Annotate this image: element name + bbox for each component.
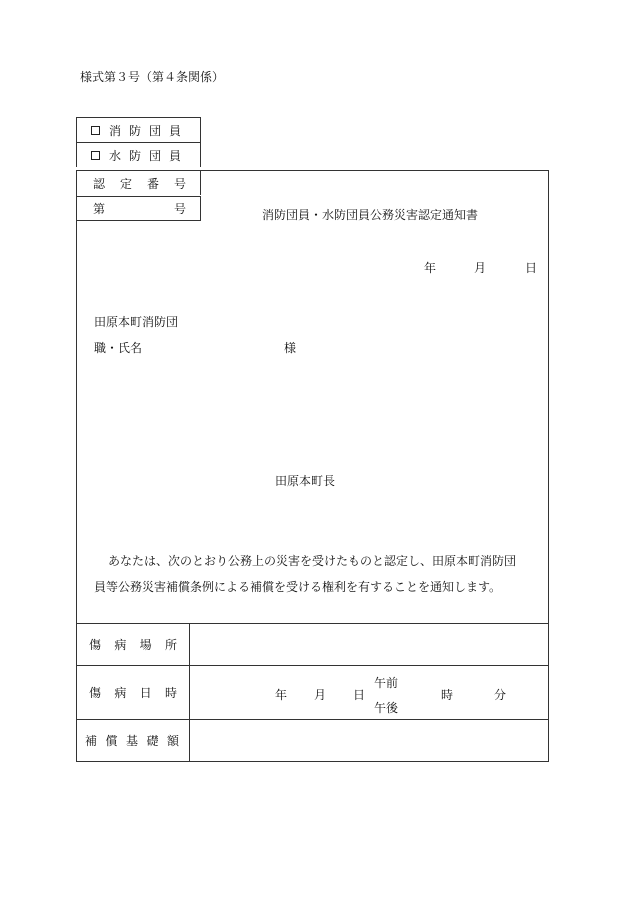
date-day: 日: [525, 261, 538, 275]
label-char: 定: [119, 176, 132, 191]
checkbox-label: 水防団員: [109, 148, 190, 163]
label-char: 号: [173, 176, 186, 191]
checkbox-icon[interactable]: [91, 151, 100, 160]
datetime-day: 日: [353, 688, 366, 702]
injury-location-label: [77, 624, 190, 665]
table-row: [77, 666, 548, 720]
datetime-minute: 分: [494, 688, 507, 702]
sender-name: 田原本町長: [275, 474, 336, 488]
label-char: 病: [114, 686, 127, 700]
label-char: 償: [105, 734, 118, 748]
label-char: 補: [85, 734, 98, 748]
table-row: [77, 720, 548, 761]
label-char: 認: [93, 176, 106, 191]
label-char: 額: [166, 734, 179, 748]
recipient-name-label: 職・氏名: [94, 341, 143, 355]
checkbox-row-shobo[interactable]: [76, 117, 201, 142]
document-title: 消防団員・水防団員公務災害認定通知書: [262, 208, 479, 222]
label-char: 場: [139, 638, 152, 652]
label-char: 基: [125, 734, 138, 748]
label-char: 礎: [146, 734, 159, 748]
body-text-line-1: あなたは、次のとおり公務上の災害を受けたものと認定し、田原本町消防団: [108, 554, 517, 568]
label-char: 番: [146, 176, 159, 191]
label-char: 所: [164, 638, 177, 652]
label-char: 時: [164, 686, 177, 700]
label-char: 傷: [89, 638, 102, 652]
datetime-am: 午前: [374, 676, 399, 690]
datetime-year: 年: [275, 688, 288, 702]
recipient-honorific: 様: [284, 341, 297, 355]
datetime-pm: 午後: [374, 701, 399, 715]
checkbox-icon[interactable]: [91, 126, 100, 135]
compensation-basis-label: [77, 720, 190, 761]
checkbox-row-suibo[interactable]: [76, 142, 201, 167]
label-char: 病: [114, 638, 127, 652]
details-table: [76, 623, 549, 762]
label-char: 日: [139, 686, 152, 700]
date-month: 月: [474, 261, 487, 275]
label-char: 第: [93, 202, 106, 216]
label-char: 傷: [89, 686, 102, 700]
checkbox-label: 消防団員: [109, 123, 190, 138]
recipient-organization: 田原本町消防団: [94, 315, 179, 329]
body-text-line-2: 員等公務災害補償条例による補償を受ける権利を有することを通知します。: [94, 580, 502, 594]
datetime-hour: 時: [441, 688, 454, 702]
date-year: 年: [424, 261, 437, 275]
form-number-label: 様式第３号（第４条関係）: [80, 70, 225, 84]
datetime-month: 月: [314, 688, 327, 702]
injury-datetime-label: [77, 666, 190, 719]
table-row: [77, 624, 548, 666]
label-char: 号: [173, 202, 186, 216]
